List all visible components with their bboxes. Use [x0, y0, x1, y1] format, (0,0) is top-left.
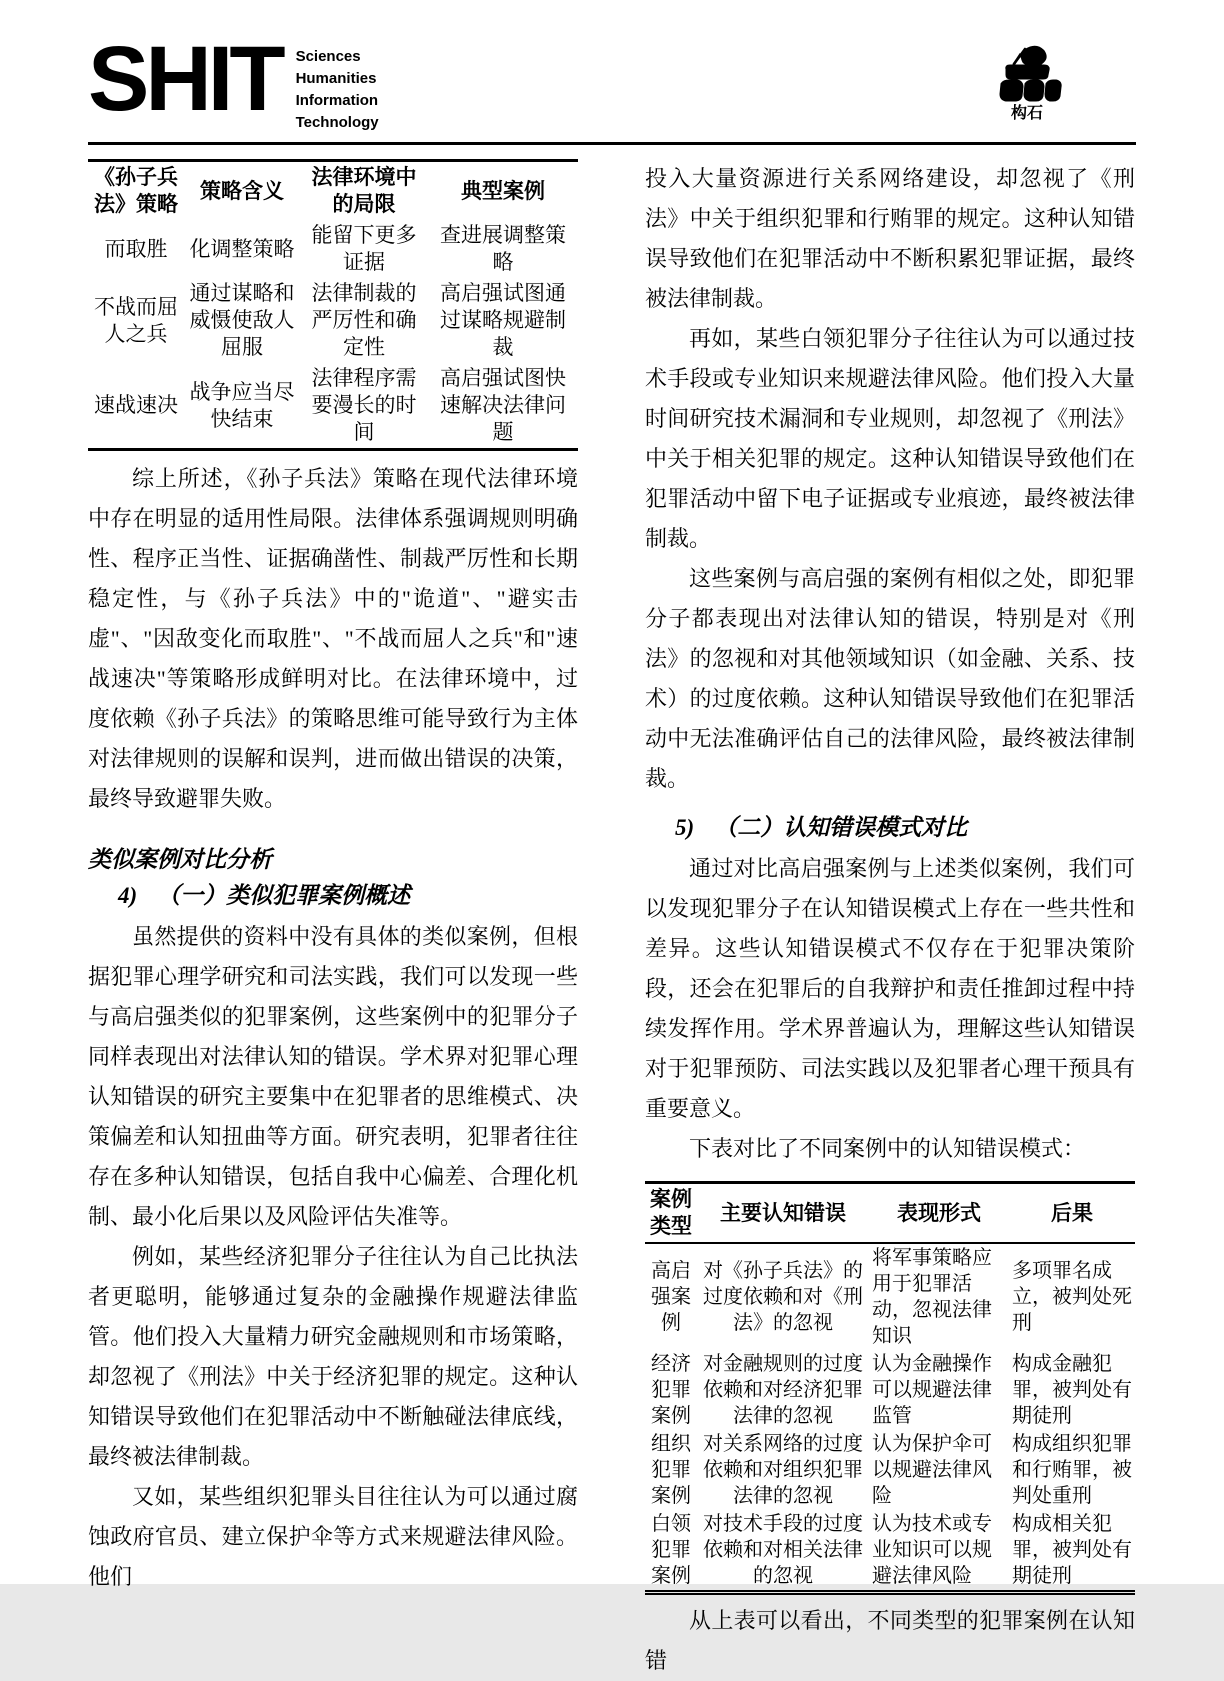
paragraph: 再如，某些白领犯罪分子往往认为可以通过技术手段或专业知识来规避法律风险。他们投入大量时间研究技术漏洞和专业规则，却忽视了《刑法》中关于相关犯罪的规定。这种认知错误导致他们在犯罪活动中留下电子证据或专业痕迹，最终被法律制裁。: [645, 326, 1135, 551]
table-cell: 高启强案例: [651, 1260, 691, 1334]
table-cell: 构成金融犯罪，被判处有期徒刑: [1012, 1353, 1132, 1427]
subsection-heading: [645, 811, 1135, 845]
paragraph: 虽然提供的资料中没有具体的类似案例，但根据犯罪心理学研究和司法实践，我们可以发现一些与高启强类似的犯罪案例，这些案例中的犯罪分子同样表现出对法律认知的错误。学术界对犯罪心理认知错误的研究主要集中在犯罪者的思维模式、决策偏差和认知扭曲等方面。研究表明，犯罪者往往存在多种认知错误，包括自我中心偏差、合理化机制、最小化后果以及风险评估失准等。: [88, 924, 578, 1229]
column-header: 后果: [1009, 1183, 1135, 1244]
subsection-heading: [88, 879, 578, 913]
logo-subtitle: [296, 42, 379, 134]
table-cell: 多项罪名成立，被判处死刑: [1012, 1260, 1132, 1334]
paragraph: 又如，某些组织犯罪头目往往认为可以通过腐蚀政府官员、建立保护伞等方式来规避法律风险。他们: [88, 1484, 578, 1589]
logo-subtitle-line: Humanities: [295, 70, 377, 87]
table-cell: 不战而屈人之兵: [94, 294, 178, 346]
table-cell: 对金融规则的过度依赖和对经济犯罪法律的忽视: [703, 1353, 863, 1427]
table-cell: 速战速决: [94, 393, 178, 417]
sunzi-strategy-table: [88, 159, 578, 451]
table-cell: 高启强试图通过谋略规避制裁: [440, 281, 566, 359]
table-cell: 查进展调整策略: [440, 223, 566, 274]
paragraph: 这些案例与高启强的案例有相似之处，即犯罪分子都表现出对法律认知的错误，特别是对《刑法》的忽视和对其他领域知识（如金融、关系、技术）的过度依赖。这种认知错误导致他们在犯罪活动中无法准确评估自己的法律风险，最终被法律制裁。: [645, 566, 1135, 791]
table-header-row: [645, 1183, 1135, 1244]
logo-wordmark: SHIT: [88, 28, 282, 130]
table-cell: 构成组织犯罪和行贿罪，被判处重刑: [1012, 1433, 1132, 1507]
table-row: [88, 278, 578, 363]
table-row: [645, 1243, 1135, 1350]
publisher-brand: [990, 42, 1064, 123]
column-header: 主要认知错误: [697, 1183, 869, 1244]
publisher-name: 构石: [1010, 105, 1043, 122]
table-row: [88, 363, 578, 450]
column-header: 《孙子兵法》策略: [94, 165, 178, 216]
table-header-row: [88, 161, 578, 221]
table-cell: 而取胜: [104, 236, 168, 261]
table-cell: 认为金融操作可以规避法律监管: [872, 1353, 992, 1427]
column-header: 表现形式: [869, 1183, 1009, 1244]
two-column-body: [0, 145, 1224, 1681]
column-header: 法律环境中的局限: [311, 165, 417, 216]
table-cell: 法律程序需要漫长的时间: [311, 366, 417, 444]
table-cell: 对技术手段的过度依赖和对相关法律的忽视: [703, 1513, 863, 1587]
table-row: [645, 1430, 1135, 1510]
paragraph: 通过对比高启强案例与上述类似案例，我们可以发现犯罪分子在认知错误模式上存在一些共性和差异。这些认知错误模式不仅存在于犯罪决策阶段，还会在犯罪后的自我辩护和责任推卸过程中持续发挥作用。学术界普遍认为，理解这些认知错误对于犯罪预防、司法实践以及犯罪者心理干预具有重要意义。: [645, 856, 1135, 1121]
heading-text: （一）类似犯罪案例概述: [157, 883, 411, 908]
table-cell: 高启强试图快速解决法律问题: [440, 366, 566, 444]
section-heading: 类似案例对比分析: [88, 847, 272, 872]
table-cell: 将军事策略应用于犯罪活动，忽视法律知识: [872, 1247, 992, 1347]
table-row: [88, 220, 578, 278]
table-cell: 组织犯罪案例: [651, 1433, 691, 1507]
column-header: 策略含义: [200, 178, 284, 203]
rock-pile-icon: [990, 42, 1064, 104]
paragraph: 从上表可以看出，不同类型的犯罪案例在认知错: [645, 1608, 1135, 1673]
logo-subtitle-line: Technology: [295, 114, 379, 131]
table-cell: 白领犯罪案例: [651, 1513, 691, 1587]
logo-subtitle-line: Sciences: [295, 48, 361, 65]
table-row: [645, 1510, 1135, 1593]
paragraph: 综上所述，《孙子兵法》策略在现代法律环境中存在明显的适用性局限。法律体系强调规则明确性、程序正当性、证据确凿性、制裁严厉性和长期稳定性，与《孙子兵法》中的"诡道"、"避实击虚"、"因敌变化而取胜"、"不战而屈人之兵"和"速战速决"等策略形成鲜明对比。在法律环境中，过度依赖《孙子兵法》的策略思维可能导致行为主体对法律规则的误解和误判，进而做出错误的决策，最终导致避罪失败。: [88, 466, 578, 811]
table-cell: 法律制裁的严厉性和确定性: [311, 281, 417, 359]
table-cell: 经济犯罪案例: [651, 1353, 691, 1427]
table-cell: 战争应当尽快结束: [189, 379, 295, 431]
table-cell: 化调整策略: [189, 236, 295, 261]
left-column: [88, 159, 578, 1681]
table-cell: 认为技术或专业知识可以规避法律风险: [872, 1513, 992, 1587]
journal-logo: [88, 28, 379, 134]
table-cell: 通过谋略和威慑使敌人屈服: [189, 281, 295, 359]
paragraph: 例如，某些经济犯罪分子往往认为自己比执法者更聪明，能够通过复杂的金融操作规避法律监管。他们投入大量精力研究金融规则和市场策略，却忽视了《刑法》中关于经济犯罪的规定。这种认知错误导致他们在犯罪活动中不断触碰法律底线，最终被法律制裁。: [88, 1244, 578, 1469]
heading-text: （二）认知错误模式对比: [714, 815, 968, 840]
page-header: [0, 0, 1224, 134]
table-cell: 构成相关犯罪，被判处有期徒刑: [1012, 1513, 1132, 1587]
table-cell: 对《孙子兵法》的过度依赖和对《刑法》的忽视: [703, 1260, 863, 1334]
cognitive-error-comparison-table: [645, 1181, 1135, 1595]
heading-number: 4): [118, 883, 138, 908]
table-cell: 对关系网络的过度依赖和对组织犯罪法律的忽视: [703, 1433, 863, 1507]
column-header: 典型案例: [461, 178, 545, 203]
column-header: 案例类型: [645, 1183, 697, 1244]
paragraph: 下表对比了不同案例中的认知错误模式：: [689, 1136, 1086, 1161]
heading-number: 5): [675, 815, 695, 840]
right-column: [645, 159, 1135, 1681]
logo-subtitle-line: Information: [295, 92, 379, 109]
table-cell: 认为保护伞可以规避法律风险: [872, 1433, 992, 1507]
table-row: [645, 1350, 1135, 1430]
table-cell: 能留下更多证据: [311, 223, 417, 274]
paragraph-continuation: 投入大量资源进行关系网络建设，却忽视了《刑法》中关于组织犯罪和行贿罪的规定。这种认知错误导致他们在犯罪活动中不断积累犯罪证据，最终被法律制裁。: [645, 166, 1135, 311]
